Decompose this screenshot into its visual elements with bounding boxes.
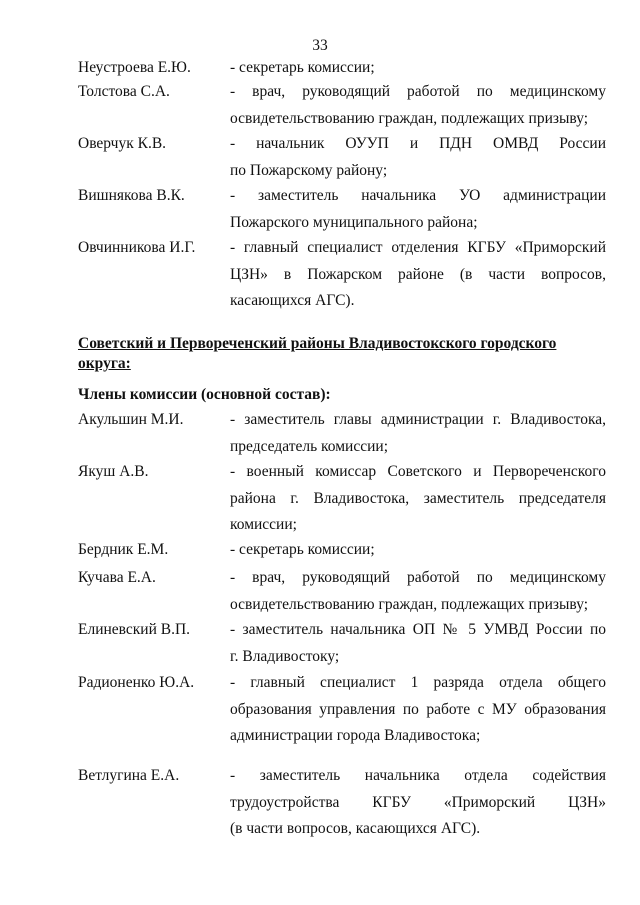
member-role-line: - начальник ОУУП и ПДН ОМВД России: [230, 135, 606, 152]
member-role-line: - врач, руководящий работой по медицинскому: [230, 83, 606, 100]
member-name: Овчинникова И.Г.: [78, 239, 196, 256]
section-title: [78, 334, 608, 374]
subsection-title: Члены комиссии (основной состав):: [78, 386, 331, 403]
member-role: [230, 131, 606, 184]
member-role-line: касающихся АГС).: [230, 292, 355, 309]
member-role-line: ЦЗН» в Пожарском районе (в части вопросов,: [230, 265, 606, 283]
member-role-line: освидетельствованию граждан, подлежащих призыву;: [230, 109, 589, 127]
member-role: [230, 55, 606, 82]
member-name: Неустроева Е.Ю.: [78, 59, 191, 76]
member-name: Оверчук К.В.: [78, 135, 167, 152]
member-role-line: образования управления по работе с МУ образования: [230, 700, 606, 718]
member-name: Ветлугина Е.А.: [78, 767, 180, 784]
section-title-line: Советский и Первореченский районы Владивостокского городского: [78, 335, 557, 352]
member-role-line: района г. Владивостока, заместитель председателя: [230, 489, 606, 507]
member-name: Акульшин М.И.: [78, 411, 184, 428]
member-role: [230, 459, 606, 539]
member-role-line: - заместитель начальника ОП № 5 УМВД России по: [230, 621, 606, 638]
member-role: [230, 79, 606, 132]
member-role-line: - заместитель начальника отдела содействия: [230, 767, 606, 784]
member-role-line: - секретарь комиссии;: [230, 59, 375, 76]
member-role-line: - военный комиссар Советского и Первореченского: [230, 463, 606, 480]
member-name: Якуш А.В.: [78, 463, 149, 480]
member-role-line: - главный специалист отделения КГБУ «Приморский: [230, 239, 606, 256]
member-name: Кучава Е.А.: [78, 569, 156, 586]
member-role-line: председатель комиссии;: [230, 437, 389, 455]
section-title-line: округа:: [78, 355, 131, 372]
member-role: [230, 670, 606, 750]
member-role: [230, 565, 606, 618]
member-role: [230, 235, 606, 315]
page-number: 33: [312, 37, 328, 54]
member-name: Вишнякова В.К.: [78, 187, 185, 204]
member-role-line: г. Владивостоку;: [230, 647, 340, 665]
member-name: Радионенко Ю.А.: [78, 674, 195, 691]
member-role: [230, 763, 606, 843]
member-role-line: - заместитель начальника УО администрации: [230, 187, 606, 204]
member-role: [230, 537, 606, 564]
member-role-line: по Пожарскому району;: [230, 161, 388, 179]
member-role: [230, 617, 606, 670]
member-role-line: - секретарь комиссии;: [230, 541, 375, 558]
member-role-line: - врач, руководящий работой по медицинскому: [230, 569, 606, 586]
member-role-line: освидетельствованию граждан, подлежащих призыву;: [230, 595, 589, 613]
member-name: Бердник Е.М.: [78, 541, 169, 558]
member-role-line: (в части вопросов, касающихся АГС).: [230, 820, 481, 837]
member-role-line: комиссии;: [230, 516, 297, 533]
member-name: Елиневский В.П.: [78, 621, 191, 638]
member-role: [230, 407, 606, 460]
member-role-line: Пожарского муниципального района;: [230, 213, 478, 231]
member-role-line: - главный специалист 1 разряда отдела общего: [230, 674, 606, 691]
member-role-line: администрации города Владивостока;: [230, 727, 481, 744]
member-name: Толстова С.А.: [78, 83, 170, 100]
member-role: [230, 183, 606, 236]
member-role-line: - заместитель главы администрации г. Владивостока,: [230, 411, 606, 428]
member-role-line: трудоустройства КГБУ «Приморский ЦЗН»: [230, 793, 606, 811]
